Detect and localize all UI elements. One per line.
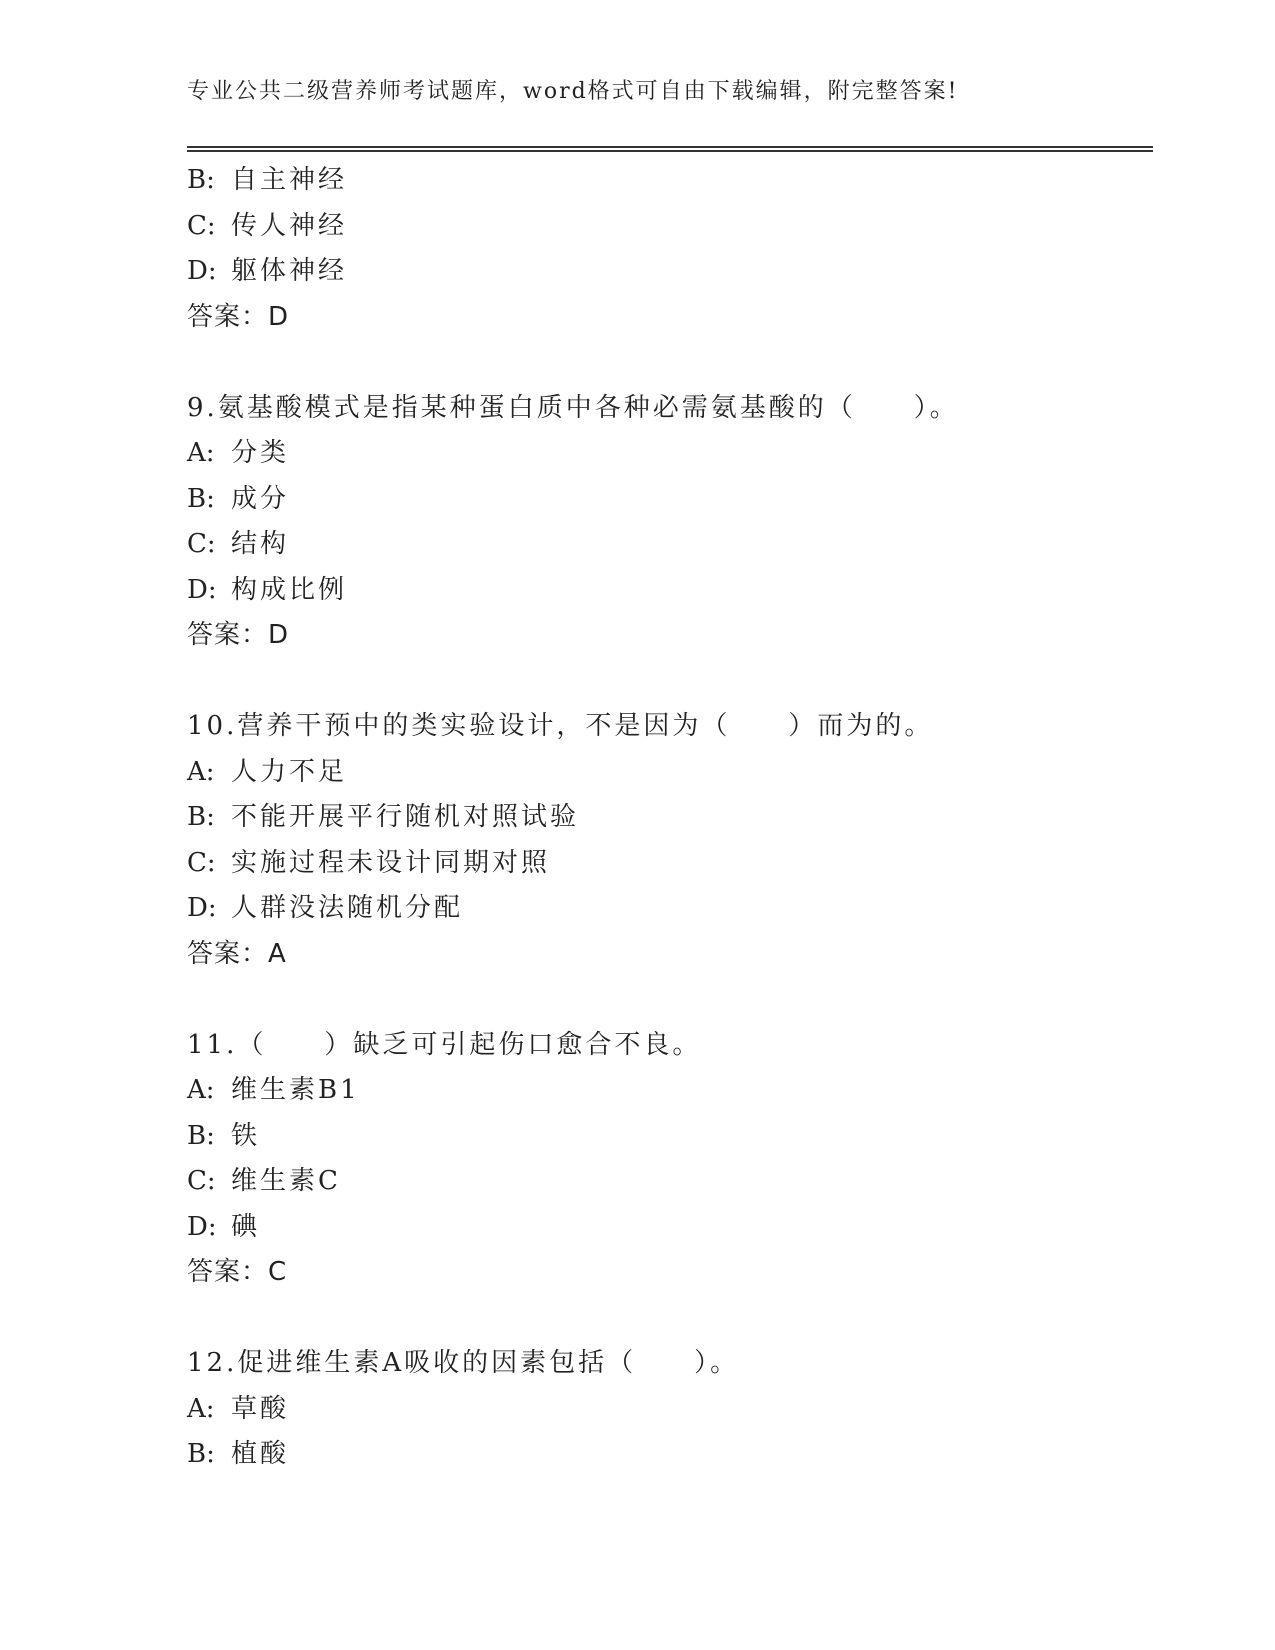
option-key: A: xyxy=(187,438,215,468)
option-key: A: xyxy=(187,1393,215,1424)
option-key: C: xyxy=(187,847,216,878)
option-line xyxy=(187,1114,1153,1160)
option-line xyxy=(187,1387,1153,1433)
question-stem: 11.（ ）缺乏可引起伤口愈合不良。 xyxy=(187,1029,702,1060)
option-text: 人群没法随机分配 xyxy=(231,893,464,923)
option-key: B: xyxy=(187,1439,215,1469)
option-text: 铁 xyxy=(231,1120,261,1151)
option-line xyxy=(187,795,1153,841)
option-text: 人力不足 xyxy=(231,756,348,787)
answer-line: 答案：D xyxy=(187,620,290,650)
header-rule-top xyxy=(187,146,1153,148)
option-text: 植酸 xyxy=(231,1439,290,1469)
option-key: C: xyxy=(187,210,216,241)
option-line xyxy=(187,1432,1153,1478)
option-text: 躯体神经 xyxy=(231,256,348,286)
spacer xyxy=(187,1296,1153,1342)
option-line xyxy=(187,1205,1153,1251)
question-stem: 10.营养干预中的类实验设计，不是因为（ ）而为的。 xyxy=(187,711,934,741)
option-text: 草酸 xyxy=(231,1393,290,1424)
answer-line: 答案：C xyxy=(187,1257,288,1287)
option-key: A: xyxy=(187,1075,215,1105)
option-text: 维生素B1 xyxy=(231,1075,360,1105)
page-header-note: 专业公共二级营养师考试题库，word格式可自由下载编辑，附完整答案! xyxy=(187,79,959,104)
option-key: B: xyxy=(187,1120,215,1151)
option-line xyxy=(187,841,1153,887)
option-text: 分类 xyxy=(231,438,290,468)
option-text: 实施过程未设计同期对照 xyxy=(231,847,551,878)
spacer xyxy=(187,659,1153,705)
option-key: B: xyxy=(187,165,215,195)
option-line xyxy=(187,431,1153,477)
option-text: 成分 xyxy=(231,483,290,514)
option-line xyxy=(187,1159,1153,1205)
option-line xyxy=(187,750,1153,796)
option-key: D: xyxy=(187,256,217,286)
header-rule-bottom xyxy=(187,150,1153,152)
option-key: D: xyxy=(187,1211,217,1242)
option-key: B: xyxy=(187,802,215,832)
option-text: 构成比例 xyxy=(231,574,348,605)
option-text: 碘 xyxy=(231,1211,261,1242)
option-line xyxy=(187,886,1153,932)
option-key: A: xyxy=(187,756,215,787)
question-stem: 12.促进维生素A吸收的因素包括（ ）。 xyxy=(187,1348,740,1378)
option-text: 结构 xyxy=(231,529,290,559)
option-line xyxy=(187,522,1153,568)
option-line xyxy=(187,204,1153,250)
option-line xyxy=(187,158,1153,204)
answer-line: 答案：A xyxy=(187,938,287,969)
option-text: 不能开展平行随机对照试验 xyxy=(231,802,580,832)
option-text: 维生素C xyxy=(231,1166,341,1196)
option-key: D: xyxy=(187,574,217,605)
option-line xyxy=(187,568,1153,614)
option-key: B: xyxy=(187,483,215,514)
answer-line: 答案：D xyxy=(187,301,290,332)
option-text: 自主神经 xyxy=(231,165,348,195)
option-key: C: xyxy=(187,1166,216,1196)
option-text: 传人神经 xyxy=(231,210,348,241)
option-key: D: xyxy=(187,893,217,923)
document-body xyxy=(187,158,1153,1478)
option-line xyxy=(187,1068,1153,1114)
spacer xyxy=(187,977,1153,1023)
option-line xyxy=(187,477,1153,523)
option-line xyxy=(187,249,1153,295)
option-key: C: xyxy=(187,529,216,559)
question-stem: 9.氨基酸模式是指某种蛋白质中各种必需氨基酸的（ ）。 xyxy=(187,392,959,423)
spacer xyxy=(187,340,1153,386)
